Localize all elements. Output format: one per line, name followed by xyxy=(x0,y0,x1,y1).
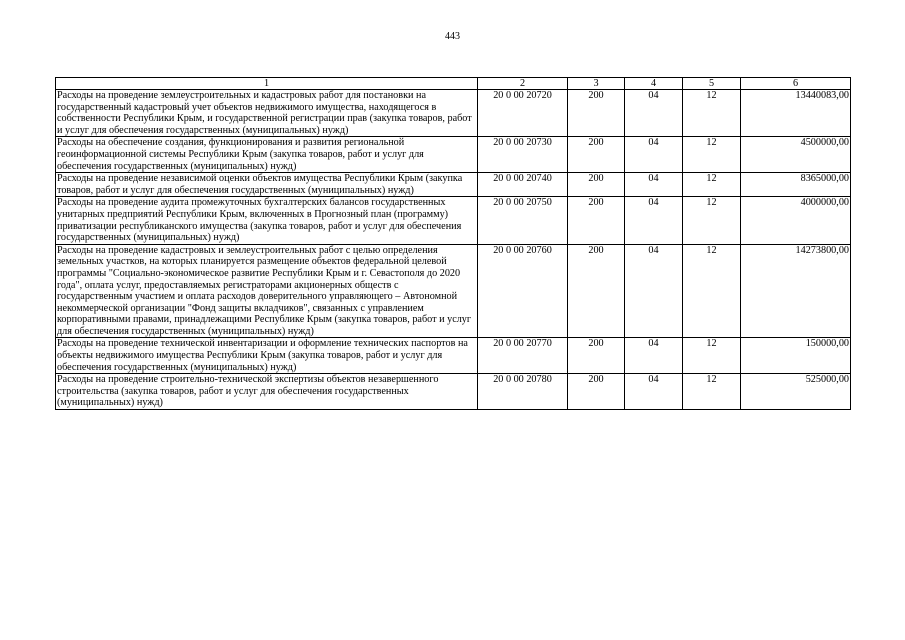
table-row xyxy=(56,338,851,374)
row-col4: 04 xyxy=(625,374,683,410)
column-header-3: 3 xyxy=(568,78,625,90)
row-code: 20 0 00 20770 xyxy=(478,338,568,374)
row-col3: 200 xyxy=(568,137,625,173)
row-col5: 12 xyxy=(683,244,741,338)
row-code: 20 0 00 20760 xyxy=(478,244,568,338)
row-col4: 04 xyxy=(625,197,683,244)
row-amount: 4000000,00 xyxy=(741,197,851,244)
row-col5: 12 xyxy=(683,374,741,410)
column-header-1: 1 xyxy=(56,78,478,90)
row-col4: 04 xyxy=(625,338,683,374)
row-description: Расходы на проведение независимой оценки объектов имущества Республики Крым (закупка товаров, работ и услуг для обеспечения государственных (муниципальных) нужд) xyxy=(56,173,478,197)
row-col3: 200 xyxy=(568,197,625,244)
row-col3: 200 xyxy=(568,374,625,410)
page-number: 443 xyxy=(445,31,460,42)
row-amount: 14273800,00 xyxy=(741,244,851,338)
row-amount: 4500000,00 xyxy=(741,137,851,173)
row-code: 20 0 00 20730 xyxy=(478,137,568,173)
row-col4: 04 xyxy=(625,244,683,338)
row-amount: 525000,00 xyxy=(741,374,851,410)
row-col3: 200 xyxy=(568,244,625,338)
table-row xyxy=(56,90,851,137)
row-col5: 12 xyxy=(683,137,741,173)
row-description: Расходы на проведение технической инвентаризации и оформление технических паспортов на объекты недвижимого имущества Республики Крым (закупка товаров, работ и услуг для обеспечения государственных (муниципальных) нужд) xyxy=(56,338,478,374)
row-description: Расходы на проведение аудита промежуточных бухгалтерских балансов государственных унитарных предприятий Республики Крым, включенных в Прогнозный план (программу) приватизации республиканского имущества (закупка товаров, работ и услуг для обеспечения государственных (муниципальных) нужд) xyxy=(56,197,478,244)
row-amount: 150000,00 xyxy=(741,338,851,374)
row-col4: 04 xyxy=(625,173,683,197)
table-row xyxy=(56,197,851,244)
row-col4: 04 xyxy=(625,90,683,137)
row-col3: 200 xyxy=(568,90,625,137)
row-col5: 12 xyxy=(683,338,741,374)
row-col5: 12 xyxy=(683,173,741,197)
row-amount: 13440083,00 xyxy=(741,90,851,137)
table-row xyxy=(56,244,851,338)
column-header-2: 2 xyxy=(478,78,568,90)
header-row xyxy=(56,78,851,90)
row-code: 20 0 00 20780 xyxy=(478,374,568,410)
row-code: 20 0 00 20750 xyxy=(478,197,568,244)
row-code: 20 0 00 20740 xyxy=(478,173,568,197)
table-row xyxy=(56,173,851,197)
row-col3: 200 xyxy=(568,338,625,374)
row-col5: 12 xyxy=(683,90,741,137)
row-description: Расходы на проведение строительно-технической экспертизы объектов незавершенного строительства (закупка товаров, работ и услуг для обеспечения государственных (муниципальных) нужд) xyxy=(56,374,478,410)
row-amount: 8365000,00 xyxy=(741,173,851,197)
row-col4: 04 xyxy=(625,137,683,173)
row-description: Расходы на проведение кадастровых и землеустроительных работ с целью определения земельных участков, на которых планируется размещение объектов федеральной целевой программы "Социально-экономическое развитие Республики Крым и г. Севастополя до 2020 года", оплата услуг, предоставляемых регистраторами акционерных обществ с государственным участием и оплата расходов доверительного управляющего – Автономной некоммерческой организации "Фонд защиты вкладчиков", связанных с управлением корпоративными правами, принадлежащими Республике Крым (закупка товаров, работ и услуг для обеспечения государственных (муниципальных) нужд) xyxy=(56,244,478,338)
column-header-6: 6 xyxy=(741,78,851,90)
table-row xyxy=(56,137,851,173)
table-row xyxy=(56,374,851,410)
row-code: 20 0 00 20720 xyxy=(478,90,568,137)
row-col3: 200 xyxy=(568,173,625,197)
column-header-5: 5 xyxy=(683,78,741,90)
budget-table xyxy=(55,77,851,410)
row-description: Расходы на обеспечение создания, функционирования и развития региональной геоинформационной системы Республики Крым (закупка товаров, работ и услуг для обеспечения государственных (муниципальных) нужд) xyxy=(56,137,478,173)
row-col5: 12 xyxy=(683,197,741,244)
row-description: Расходы на проведение землеустроительных и кадастровых работ для постановки на государственный кадастровый учет объектов недвижимого имущества, находящегося в собственности Республики Крым, и государственной регистрации прав (закупка товаров, работ и услуг для обеспечения государственных (муниципальных) нужд) xyxy=(56,90,478,137)
column-header-4: 4 xyxy=(625,78,683,90)
